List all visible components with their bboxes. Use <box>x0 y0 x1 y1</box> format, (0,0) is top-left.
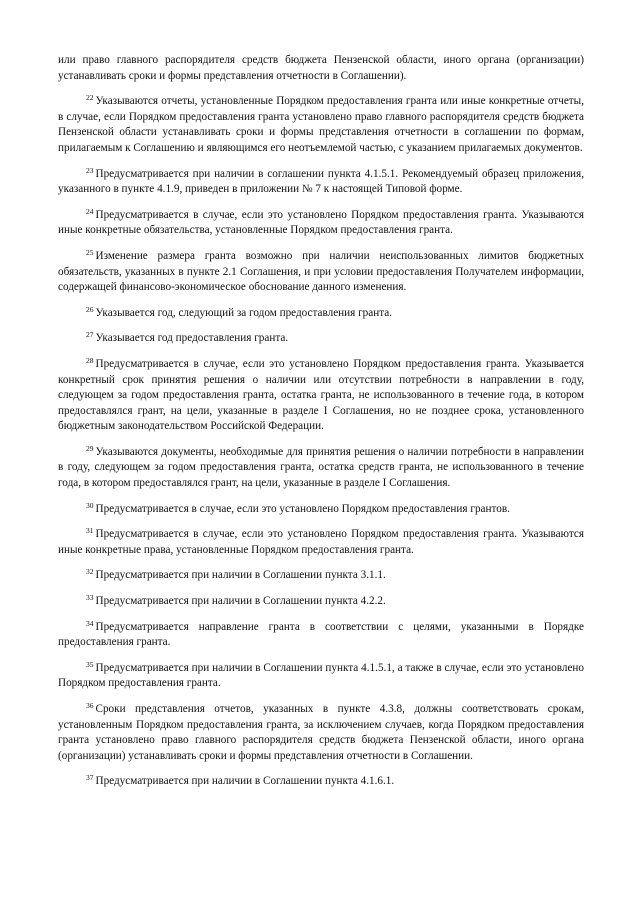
footnote-number: 35 <box>86 659 94 669</box>
footnote-text: Предусматривается в случае, если это установлено Порядком предоставления гранта. Указываются иные конкретные права, установленные Порядком предоставления гранта. <box>58 528 584 556</box>
footnote-item <box>58 94 584 156</box>
footnote-item <box>58 306 584 322</box>
footnote-item <box>58 774 584 790</box>
footnote-number: 29 <box>86 443 94 453</box>
footnote-text: Предусматривается в случае, если это установлено Порядком предоставления гранта. Указывается конкретный срок принятия решения о наличии или отсутствии потребности в направлении в году, следующем за годом предоставления гранта, остатка гранта, не использованного в течение года, в котором предоставлялся грант, на цели, указанные в разделе I Соглашения, но не позднее срока, установленного бюджетным законодательством Российской Федерации. <box>58 357 584 433</box>
footnote-item <box>58 331 584 347</box>
footnote-text: Предусматривается в случае, если это установлено Порядком предоставления грантов. <box>95 502 510 515</box>
footnote-item <box>58 702 584 764</box>
footnote-text: Предусматривается в случае, если это установлено Порядком предоставления гранта. Указываются иные конкретные обязательства, установленные Порядком предоставления гранта. <box>58 208 584 237</box>
footnote-number: 31 <box>86 526 94 536</box>
footnote-text: Указывается год, следующий за годом предоставления гранта. <box>95 306 393 319</box>
footnote-text: Предусматривается при наличии в соглашении пункта 4.1.5.1. Рекомендуемый образец приложения, указанного в пункте 4.1.9, приведен в приложении № 7 к настоящей Типовой форме. <box>58 167 584 196</box>
footnote-number: 34 <box>86 618 94 628</box>
footnote-list <box>58 94 584 790</box>
footnote-number: 22 <box>86 93 94 103</box>
footnote-item <box>58 502 584 518</box>
footnote-text: Предусматривается при наличии в Соглашении пункта 4.1.5.1, а также в случае, если это установлено Порядком предоставления гранта. <box>58 661 584 690</box>
footnote-item <box>58 568 584 584</box>
footnote-text: Указываются отчеты, установленные Порядком предоставления гранта или иные конкретные отчеты, в случае, если Порядком предоставления гранта установлено право главного распорядителя средств бюджета Пензенской области устанавливать сроки и формы представления отчетности в соглашении по формам, прилагаемым к Соглашению и являющимся его неотъемлемой частью, с указанием прилагаемых документов. <box>58 95 584 154</box>
footnote-item <box>58 249 584 296</box>
footnote-number: 30 <box>86 500 94 510</box>
footnote-text: Предусматривается при наличии в Соглашении пункта 3.1.1. <box>95 569 386 582</box>
footnote-item <box>58 167 584 198</box>
continuation-paragraph: или право главного распорядителя средств бюджета Пензенской области, иного органа (организации) устанавливать сроки и формы представления отчетности в Соглашении). <box>58 54 584 82</box>
footnote-number: 24 <box>86 206 94 216</box>
footnote-item <box>58 594 584 610</box>
footnote-number: 36 <box>86 701 94 710</box>
footnote-text: Указывается год предоставления гранта. <box>95 332 289 345</box>
footnote-item <box>58 208 584 239</box>
footnote-number: 37 <box>86 773 94 783</box>
footnote-text: Предусматривается при наличии в Соглашении пункта 4.1.6.1. <box>95 775 395 788</box>
footnote-text: Изменение размера гранта возможно при наличии неиспользованных лимитов бюджетных обязательств, указанных в пункте 2.1 Соглашения, и при условии предоставления Получателем информации, содержащей финансово-экономическое обоснование данного изменения. <box>58 249 584 294</box>
footnote-item <box>58 620 584 651</box>
footnote-number: 25 <box>86 247 94 257</box>
footnote-number: 32 <box>86 567 94 577</box>
footnote-text: Указываются документы, необходимые для принятия решения о наличии потребности в направлении в году, следующем за годом предоставления гранта, остатка средств гранта, не использованного в течение года, в котором предоставлялся грант, на цели, указанные в разделе I Соглашения. <box>58 445 584 490</box>
footnote-item <box>58 357 584 435</box>
footnote-text: Предусматривается направление гранта в соответствии с целями, указанными в Порядке предоставления гранта. <box>58 620 584 649</box>
footnote-number: 27 <box>86 330 94 340</box>
footnote-text: Сроки представления отчетов, указанных в пункте 4.3.8, должны соответствовать срокам, установленным Порядком предоставления гранта, за исключением случаев, когда Порядком предоставления гранта установлено право главного распорядителя средств бюджета Пензенской области, иного органа (организации) устанавливать сроки и формы представления отчетности в Соглашении. <box>58 703 584 762</box>
footnote-number: 33 <box>86 593 94 603</box>
footnote-item <box>58 527 584 558</box>
footnote-text: Предусматривается при наличии в Соглашении пункта 4.2.2. <box>95 595 386 608</box>
footnote-item <box>58 445 584 492</box>
footnote-number: 28 <box>86 355 94 365</box>
footnote-item <box>58 661 584 692</box>
footnote-number: 26 <box>86 304 94 314</box>
footnote-number: 23 <box>86 165 94 175</box>
